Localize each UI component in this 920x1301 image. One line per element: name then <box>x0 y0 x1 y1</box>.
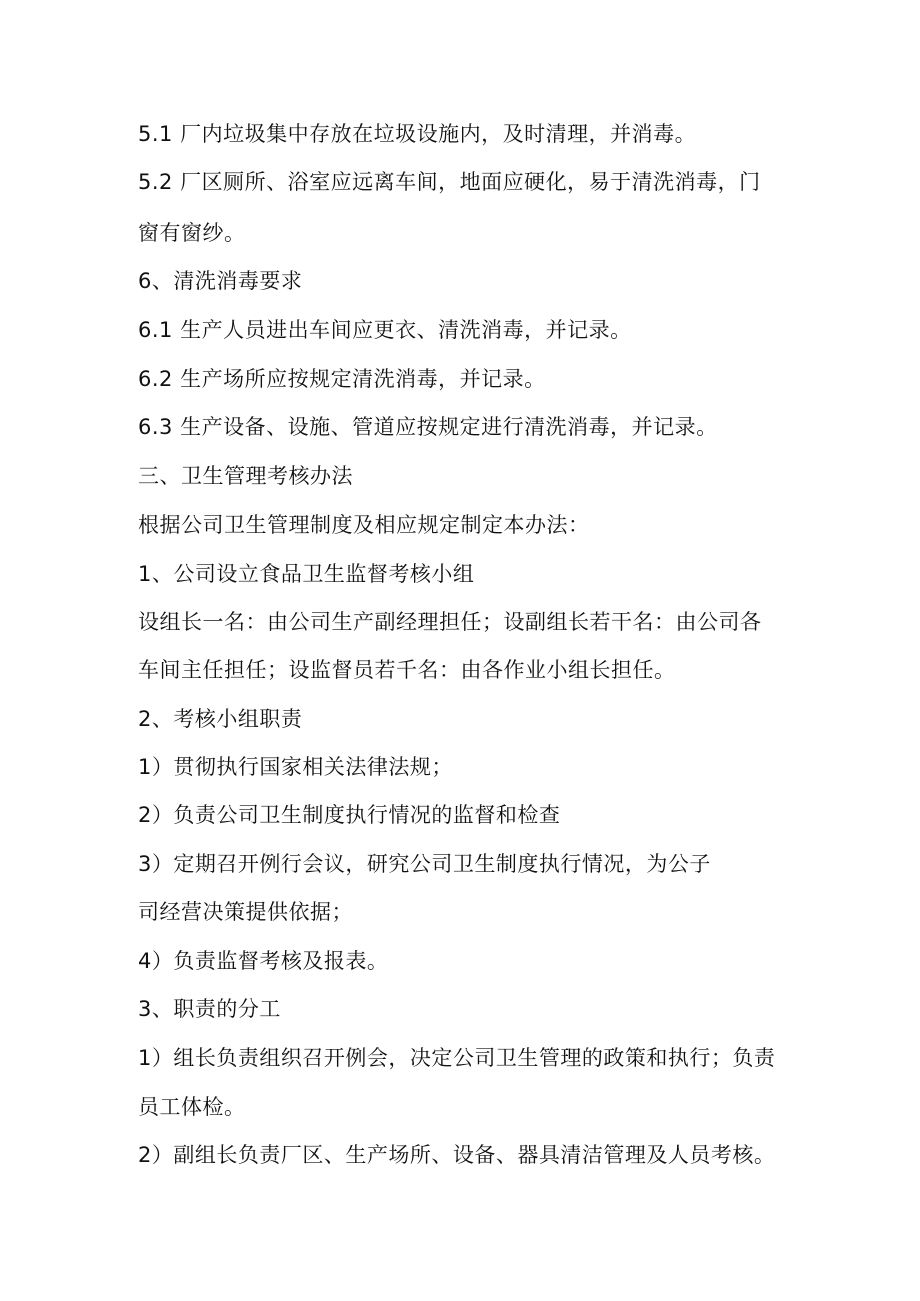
duty-item-2: 2）负责公司卫生制度执行情况的监督和检查 <box>138 803 561 827</box>
section-heading-6: 6、清洗消毒要求 <box>138 269 303 293</box>
division-item-1: 1）组长负责组织召开例会，决定公司卫生管理的政策和执行；负责 <box>138 1046 776 1070</box>
section-heading-1: 1、公司设立食品卫生监督考核小组 <box>138 562 475 586</box>
text-line-6-1: 6.1 生产人员进出车间应更衣、清洗消毒，并记录。 <box>138 318 632 342</box>
group-structure-cont: 车间主任担任；设监督员若千名：由各作业小组长担任。 <box>138 658 676 682</box>
text-line-5-1: 5.1 厂内垃圾集中存放在垃圾设施内，及时清理，并消毒。 <box>138 122 697 146</box>
duty-item-4: 4）负责监督考核及报表。 <box>138 949 389 973</box>
text-line-6-3: 6.3 生产设备、设施、管道应按规定进行清洗消毒，并记录。 <box>138 415 718 439</box>
section-heading-2: 2、考核小组职责 <box>138 707 303 731</box>
division-item-2: 2）副组长负责厂区、生产场所、设备、器具清洁管理及人员考核。 <box>138 1143 776 1167</box>
duty-item-1: 1）贯彻执行国家相关法律法规； <box>138 755 453 779</box>
duty-item-3: 3）定期召开例行会议，研究公司卫生制度执行情况，为公子 <box>138 852 711 876</box>
duty-item-3-cont: 司经营决策提供依据； <box>138 900 353 924</box>
text-line-6-2: 6.2 生产场所应按规定清洗消毒，并记录。 <box>138 367 546 391</box>
group-structure-line: 设组长一名：由公司生产副经理担任；设副组长若干名：由公司各 <box>138 610 762 634</box>
text-line-5-2-cont: 窗有窗纱。 <box>138 221 246 245</box>
text-line-5-2: 5.2 厂区厕所、浴室应远离车间，地面应硬化，易于清洗消毒，门 <box>138 170 761 194</box>
chapter-heading-3: 三、卫生管理考核办法 <box>138 464 353 488</box>
section-heading-3: 3、职责的分工 <box>138 997 281 1021</box>
intro-paragraph: 根据公司卫生管理制度及相应规定制定本办法： <box>138 513 590 537</box>
division-item-1-cont: 员工体检。 <box>138 1095 246 1119</box>
